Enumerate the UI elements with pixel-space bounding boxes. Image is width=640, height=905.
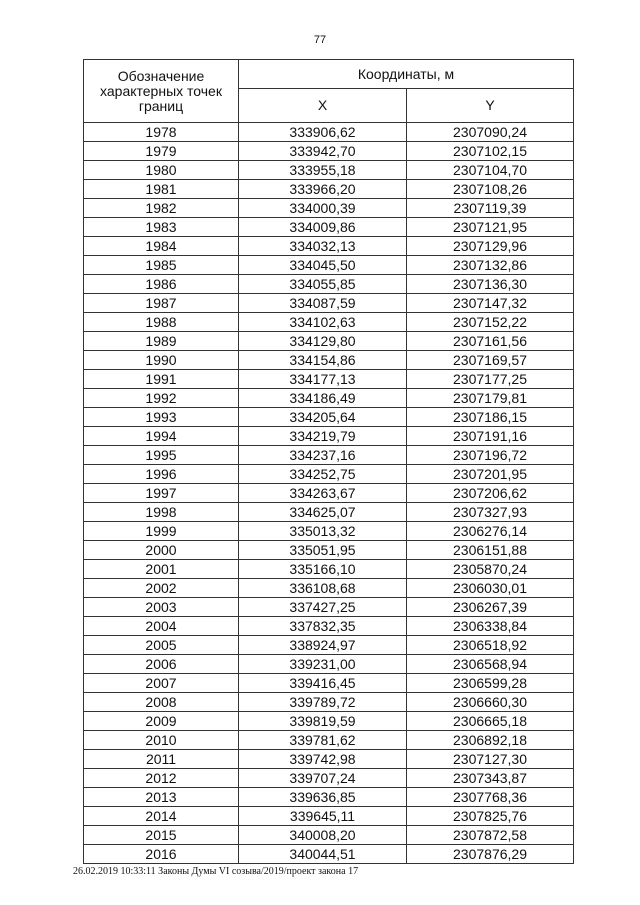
table-row: [84, 617, 574, 636]
x-cell: 339645,11: [239, 807, 407, 826]
point-cell: 2011: [84, 750, 239, 769]
table-header: [84, 60, 574, 123]
x-cell: 335166,10: [239, 560, 407, 579]
y-cell: 2307132,86: [407, 256, 574, 275]
y-cell: 2306276,14: [407, 522, 574, 541]
table-row: [84, 142, 574, 161]
point-cell: 2002: [84, 579, 239, 598]
table-row: [84, 541, 574, 560]
table-row: [84, 237, 574, 256]
table-row: [84, 332, 574, 351]
point-cell: 1985: [84, 256, 239, 275]
table-row: [84, 712, 574, 731]
x-cell: 335051,95: [239, 541, 407, 560]
table-row: [84, 161, 574, 180]
y-cell: 2307127,30: [407, 750, 574, 769]
x-cell: 339707,24: [239, 769, 407, 788]
point-cell: 1981: [84, 180, 239, 199]
x-cell: 334055,85: [239, 275, 407, 294]
table-row: [84, 427, 574, 446]
footer-text: 26.02.2019 10:33:11 Законы Думы VI созыва/2019/проект закона 17: [73, 866, 359, 877]
y-cell: 2307152,22: [407, 313, 574, 332]
point-cell: 1996: [84, 465, 239, 484]
point-cell: 1992: [84, 389, 239, 408]
y-cell: 2307121,95: [407, 218, 574, 237]
y-cell: 2307196,72: [407, 446, 574, 465]
table-row: [84, 769, 574, 788]
x-cell: 334186,49: [239, 389, 407, 408]
y-cell: 2307129,96: [407, 237, 574, 256]
y-cell: 2306151,88: [407, 541, 574, 560]
y-cell: 2306892,18: [407, 731, 574, 750]
x-cell: 334032,13: [239, 237, 407, 256]
x-cell: 334154,86: [239, 351, 407, 370]
x-cell: 339231,00: [239, 655, 407, 674]
y-cell: 2307179,81: [407, 389, 574, 408]
point-cell: 1991: [84, 370, 239, 389]
y-cell: 2307825,76: [407, 807, 574, 826]
x-cell: 334263,67: [239, 484, 407, 503]
point-cell: 1986: [84, 275, 239, 294]
point-cell: 1999: [84, 522, 239, 541]
table-row: [84, 807, 574, 826]
x-cell: 338924,97: [239, 636, 407, 655]
table-row: [84, 313, 574, 332]
table-row: [84, 408, 574, 427]
table-row: [84, 636, 574, 655]
y-cell: 2307169,57: [407, 351, 574, 370]
x-cell: 334237,16: [239, 446, 407, 465]
point-cell: 2016: [84, 845, 239, 864]
x-cell: 334000,39: [239, 199, 407, 218]
header-x: X: [239, 89, 407, 123]
y-cell: 2306599,28: [407, 674, 574, 693]
point-cell: 1983: [84, 218, 239, 237]
table-row: [84, 275, 574, 294]
point-cell: 2013: [84, 788, 239, 807]
x-cell: 334252,75: [239, 465, 407, 484]
y-cell: 2306338,84: [407, 617, 574, 636]
y-cell: 2307343,87: [407, 769, 574, 788]
coordinates-table: [83, 59, 574, 864]
x-cell: 334205,64: [239, 408, 407, 427]
y-cell: 2307161,56: [407, 332, 574, 351]
table-row: [84, 788, 574, 807]
point-cell: 2012: [84, 769, 239, 788]
x-cell: 339789,72: [239, 693, 407, 712]
x-cell: 334102,63: [239, 313, 407, 332]
x-cell: 334219,79: [239, 427, 407, 446]
table-row: [84, 370, 574, 389]
point-cell: 1982: [84, 199, 239, 218]
table-row: [84, 218, 574, 237]
table-row: [84, 579, 574, 598]
table-row: [84, 598, 574, 617]
x-cell: 337832,35: [239, 617, 407, 636]
header-coordinates: Координаты, м: [239, 60, 574, 89]
table-row: [84, 845, 574, 864]
table-row: [84, 351, 574, 370]
y-cell: 2307090,24: [407, 123, 574, 142]
x-cell: 335013,32: [239, 522, 407, 541]
table-row: [84, 674, 574, 693]
y-cell: 2306518,92: [407, 636, 574, 655]
y-cell: 2307876,29: [407, 845, 574, 864]
table-row: [84, 180, 574, 199]
x-cell: 339416,45: [239, 674, 407, 693]
table-row: [84, 294, 574, 313]
point-cell: 2009: [84, 712, 239, 731]
x-cell: 337427,25: [239, 598, 407, 617]
x-cell: 340044,51: [239, 845, 407, 864]
point-cell: 1987: [84, 294, 239, 313]
y-cell: 2307872,58: [407, 826, 574, 845]
y-cell: 2307136,30: [407, 275, 574, 294]
table-row: [84, 503, 574, 522]
table-row: [84, 199, 574, 218]
x-cell: 334009,86: [239, 218, 407, 237]
point-cell: 1980: [84, 161, 239, 180]
point-cell: 1988: [84, 313, 239, 332]
table-row: [84, 826, 574, 845]
y-cell: 2305870,24: [407, 560, 574, 579]
table-row: [84, 123, 574, 142]
x-cell: 339636,85: [239, 788, 407, 807]
point-cell: 2014: [84, 807, 239, 826]
point-cell: 1979: [84, 142, 239, 161]
x-cell: 340008,20: [239, 826, 407, 845]
point-cell: 1998: [84, 503, 239, 522]
y-cell: 2307108,26: [407, 180, 574, 199]
table-row: [84, 693, 574, 712]
point-cell: 1989: [84, 332, 239, 351]
y-cell: 2307102,15: [407, 142, 574, 161]
table-body: [84, 123, 574, 864]
x-cell: 339781,62: [239, 731, 407, 750]
y-cell: 2307177,25: [407, 370, 574, 389]
point-cell: 2000: [84, 541, 239, 560]
y-cell: 2307206,62: [407, 484, 574, 503]
y-cell: 2307104,70: [407, 161, 574, 180]
point-cell: 2015: [84, 826, 239, 845]
y-cell: 2306568,94: [407, 655, 574, 674]
y-cell: 2307327,93: [407, 503, 574, 522]
x-cell: 333966,20: [239, 180, 407, 199]
header-point-designation: Обозначение характерных точек границ: [84, 60, 239, 123]
y-cell: 2306267,39: [407, 598, 574, 617]
point-cell: 1978: [84, 123, 239, 142]
table-row: [84, 655, 574, 674]
point-cell: 1993: [84, 408, 239, 427]
table-row: [84, 484, 574, 503]
table-row: [84, 522, 574, 541]
x-cell: 334087,59: [239, 294, 407, 313]
table-row: [84, 446, 574, 465]
point-cell: 2010: [84, 731, 239, 750]
x-cell: 333906,62: [239, 123, 407, 142]
x-cell: 334129,80: [239, 332, 407, 351]
x-cell: 334625,07: [239, 503, 407, 522]
y-cell: 2307119,39: [407, 199, 574, 218]
point-cell: 2007: [84, 674, 239, 693]
y-cell: 2306660,30: [407, 693, 574, 712]
point-cell: 1994: [84, 427, 239, 446]
y-cell: 2306665,18: [407, 712, 574, 731]
y-cell: 2307768,36: [407, 788, 574, 807]
point-cell: 2006: [84, 655, 239, 674]
table-row: [84, 389, 574, 408]
point-cell: 2005: [84, 636, 239, 655]
table-row: [84, 750, 574, 769]
point-cell: 1990: [84, 351, 239, 370]
point-cell: 2008: [84, 693, 239, 712]
table-row: [84, 465, 574, 484]
y-cell: 2306030,01: [407, 579, 574, 598]
y-cell: 2307186,15: [407, 408, 574, 427]
y-cell: 2307147,32: [407, 294, 574, 313]
x-cell: 339819,59: [239, 712, 407, 731]
point-cell: 1995: [84, 446, 239, 465]
point-cell: 2004: [84, 617, 239, 636]
x-cell: 334045,50: [239, 256, 407, 275]
header-y: Y: [407, 89, 574, 123]
y-cell: 2307191,16: [407, 427, 574, 446]
x-cell: 334177,13: [239, 370, 407, 389]
page-number: 77: [313, 34, 327, 46]
point-cell: 1984: [84, 237, 239, 256]
x-cell: 333942,70: [239, 142, 407, 161]
x-cell: 333955,18: [239, 161, 407, 180]
x-cell: 339742,98: [239, 750, 407, 769]
point-cell: 1997: [84, 484, 239, 503]
point-cell: 2003: [84, 598, 239, 617]
table-row: [84, 731, 574, 750]
table-row: [84, 256, 574, 275]
table-row: [84, 560, 574, 579]
y-cell: 2307201,95: [407, 465, 574, 484]
x-cell: 336108,68: [239, 579, 407, 598]
point-cell: 2001: [84, 560, 239, 579]
